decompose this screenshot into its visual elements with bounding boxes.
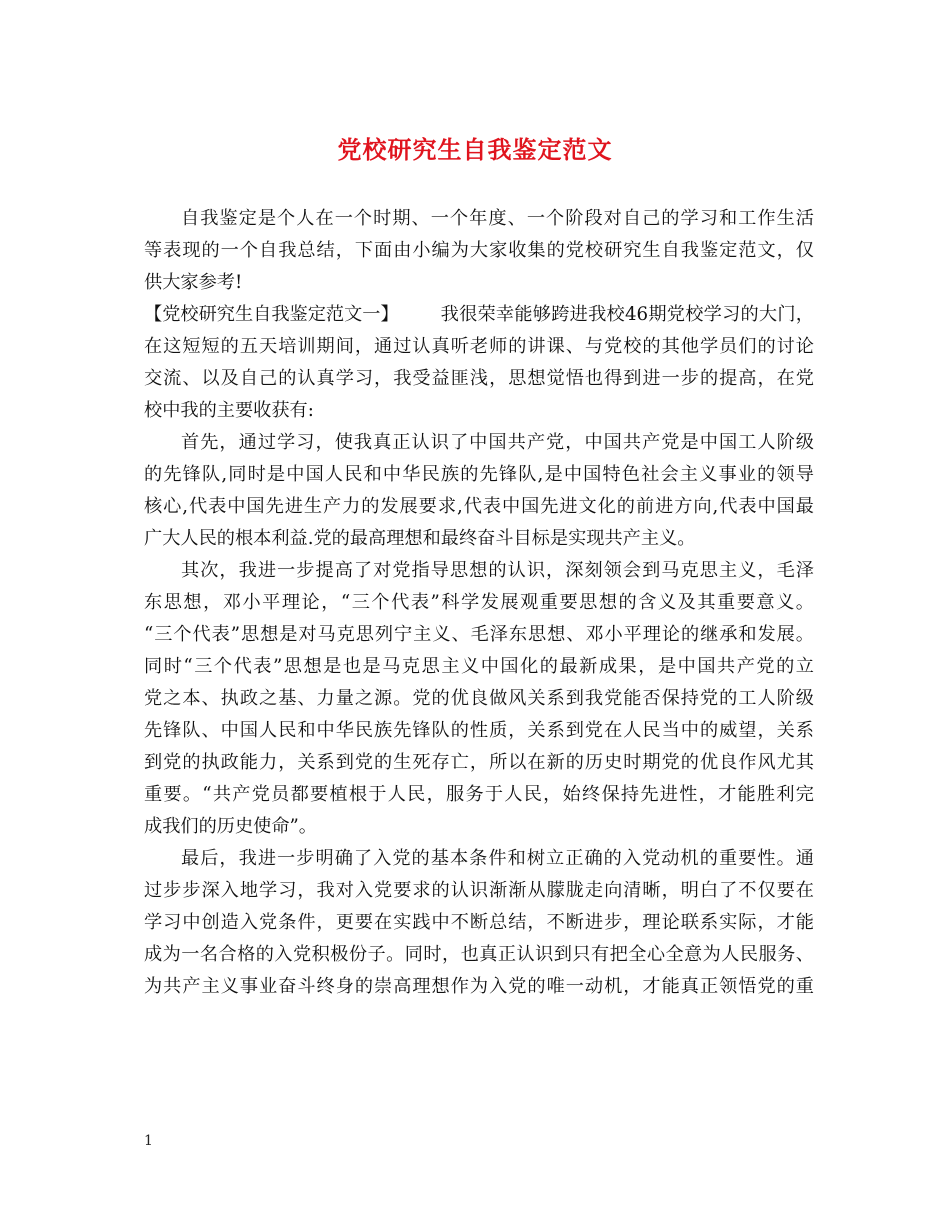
text-line: 到党的执政能力，关系到党的生死存亡，所以在新的历史时期党的优良作风尤其: [144, 752, 814, 773]
section-heading-line: [144, 299, 814, 331]
page-number: 1: [144, 1133, 153, 1149]
text-line: 自我鉴定是个人在一个时期、一个年度、一个阶段对自己的学习和工作生活: [181, 208, 814, 229]
text-line: 等表现的一个自我总结，下面由小编为大家收集的党校研究生自我鉴定范文，仅: [144, 240, 814, 261]
text-line: 其次，我进一步提高了对党指导思想的认识，深刻领会到马克思主义，毛泽: [181, 560, 814, 581]
text-line: 学习中创造入党条件，更要在实践中不断总结，不断进步，理论联系实际，才能: [144, 912, 814, 933]
text-line: 最后，我进一步明确了入党的基本条件和树立正确的入党动机的重要性。通: [181, 848, 814, 869]
text-line: 成为一名合格的入党积极份子。同时，也真正认识到只有把全心全意为人民服务、: [144, 944, 814, 965]
text-line: 供大家参考!: [144, 272, 243, 293]
text-line: 重要。“共产党员都要植根于人民，服务于人民，始终保持先进性，才能胜利完: [144, 784, 814, 805]
text-line: 的先锋队,同时是中国人民和中华民族的先锋队,是中国特色社会主义事业的领导: [144, 464, 814, 485]
text-line: 首先，通过学习，使我真正认识了中国共产党，中国共产党是中国工人阶级: [181, 432, 814, 453]
section-text: 我很荣幸能够跨进我校46期党校学习的大门，: [440, 304, 814, 325]
text-line: “三个代表”思想是对马克思列宁主义、毛泽东思想、邓小平理论的继承和发展。: [144, 624, 814, 645]
section-label: 【党校研究生自我鉴定范文一】: [144, 304, 399, 325]
text-line: 成我们的历史使命”。: [144, 816, 317, 837]
text-line: 校中我的主要收获有:: [144, 400, 314, 421]
text-line: 党之本、执政之基、力量之源。党的优良做风关系到我党能否保持党的工人阶级: [144, 688, 814, 709]
text-line: 东思想，邓小平理论，“三个代表”科学发展观重要思想的含义及其重要意义。: [144, 592, 814, 613]
text-line: 交流、以及自己的认真学习，我受益匪浅，思想觉悟也得到进一步的提高，在党: [144, 368, 814, 389]
text-line: 先锋队、中国人民和中华民族先锋队的性质，关系到党在人民当中的威望，关系: [144, 720, 814, 741]
text-line: 广大人民的根本利益.党的最高理想和最终奋斗目标是实现共产主义。: [144, 528, 696, 549]
text-line: 核心,代表中国先进生产力的发展要求,代表中国先进文化的前进方向,代表中国最: [144, 496, 814, 517]
text-line: 过步步深入地学习，我对入党要求的认识渐渐从朦胧走向清晰，明白了不仅要在: [144, 880, 814, 901]
text-line: 为共产主义事业奋斗终身的崇高理想作为入党的唯一动机，才能真正领悟党的重: [144, 976, 814, 997]
document-title: 党校研究生自我鉴定范文: [337, 135, 613, 164]
text-line: 在这短短的五天培训期间，通过认真听老师的讲课、与党校的其他学员们的讨论: [144, 336, 814, 357]
text-line: 同时“三个代表”思想是也是马克思主义中国化的最新成果，是中国共产党的立: [144, 656, 814, 677]
document-body: [144, 203, 814, 1003]
